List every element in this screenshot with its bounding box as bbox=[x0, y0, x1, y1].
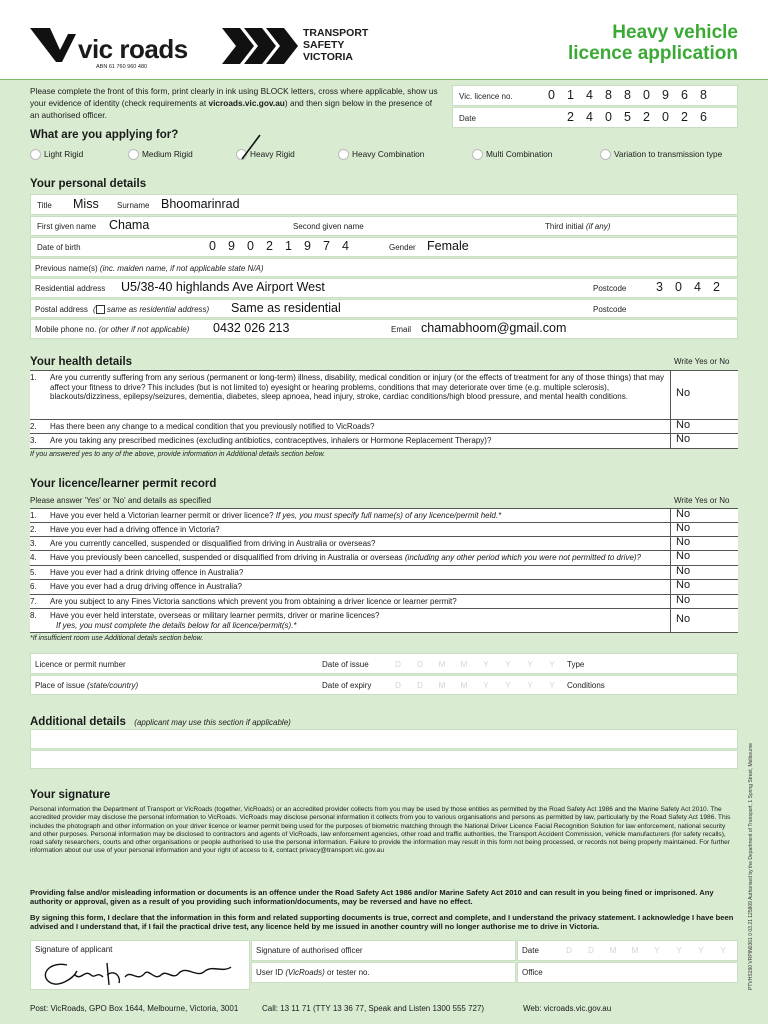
postcode-digit: 0 bbox=[675, 280, 682, 294]
postcode-digits[interactable] bbox=[650, 280, 726, 294]
footer-call: Call: 13 11 71 (TTY 13 36 77, Speak and Listen 1300 555 727) bbox=[262, 1004, 485, 1013]
date-placeholder-letter: Y bbox=[527, 681, 533, 690]
licence-record-table bbox=[30, 508, 738, 632]
question-text bbox=[50, 525, 672, 535]
postcode-digit: 4 bbox=[694, 280, 701, 294]
date-placeholder-letter: Y bbox=[505, 681, 511, 690]
dob-digit: 9 bbox=[228, 239, 235, 253]
mobile-text: Mobile phone no. bbox=[35, 325, 97, 334]
userid-box[interactable] bbox=[251, 962, 516, 983]
surname-label: Surname bbox=[117, 201, 150, 210]
date-placeholder-letter: M bbox=[631, 946, 639, 955]
mobile-value[interactable]: 0432 026 213 bbox=[213, 321, 290, 335]
applicant-signature-box[interactable] bbox=[30, 940, 250, 990]
question-answer[interactable]: No bbox=[676, 508, 691, 520]
question-number: 3. bbox=[30, 539, 37, 548]
dob-digit: 4 bbox=[342, 239, 349, 253]
date-placeholder-letter: Y bbox=[549, 681, 555, 690]
licence-col-header: Write Yes or No bbox=[674, 496, 730, 505]
date-placeholder-letter: Y bbox=[483, 660, 489, 669]
previous-names-text: Previous name(s) bbox=[35, 264, 98, 273]
sign-date-label: Date bbox=[522, 946, 539, 955]
first-name-value[interactable]: Chama bbox=[109, 218, 150, 232]
officer-signature-box[interactable] bbox=[251, 940, 516, 961]
second-name-label: Second given name bbox=[293, 222, 364, 231]
question-answer[interactable]: No bbox=[676, 536, 691, 548]
date-digit: 2 bbox=[681, 110, 688, 124]
cross-mark-icon bbox=[240, 133, 262, 161]
question-main: Have you previously been cancelled, suspended or disqualified from driving in Australia or overseas bbox=[50, 553, 403, 562]
applicant-signature-label: Signature of applicant bbox=[35, 945, 113, 954]
question-text bbox=[50, 511, 672, 521]
question-text bbox=[50, 582, 672, 592]
question-text bbox=[50, 539, 672, 549]
health-q3-num: 3. bbox=[30, 436, 37, 445]
tsv-line-1: TRANSPORT bbox=[303, 27, 369, 39]
form-title bbox=[568, 22, 738, 64]
radio-icon bbox=[30, 149, 41, 160]
vicroads-wordmark: vic roads bbox=[78, 34, 188, 64]
same-as-checkbox[interactable] bbox=[96, 305, 105, 314]
surname-value[interactable]: Bhoomarinrad bbox=[161, 197, 240, 211]
additional-hint: (applicant may use this section if applicable) bbox=[134, 718, 291, 727]
dob-digit: 1 bbox=[285, 239, 292, 253]
dob-label: Date of birth bbox=[37, 243, 81, 252]
header bbox=[0, 0, 768, 80]
licence-digits bbox=[542, 88, 713, 102]
mobile-label bbox=[35, 325, 189, 334]
first-name-label: First given name bbox=[37, 222, 97, 231]
licence-question-row bbox=[30, 608, 738, 632]
health-q1-num: 1. bbox=[30, 373, 37, 382]
licence-question-row bbox=[30, 579, 738, 594]
conditions-label: Conditions bbox=[567, 681, 605, 690]
tsv-wordmark bbox=[303, 27, 368, 63]
health-q1: Are you currently suffering from any serious (permanent or long-term) illness, disability, medical condition or injury (or the effects of treatment for any of those things) that may affect your fitness to drive? This includes (but is not limited to) eyesight or hearing problems, conditions that may deteriorate over time (e.g. multiple sclerosis), blackouts/dizziness, epilepsy/seizures, dementia, diabetes, sleep apnoea, head injury, stroke, cardiac conditions/high blood pressure, and mental health conditions. bbox=[50, 373, 665, 401]
option-label: Multi Combination bbox=[486, 149, 553, 159]
licence-question-row bbox=[30, 565, 738, 579]
expiry-date-boxes[interactable] bbox=[387, 681, 563, 690]
date-placeholder-letter: Y bbox=[527, 660, 533, 669]
licence-number-field[interactable] bbox=[452, 85, 738, 106]
date-placeholder-letter: D bbox=[417, 681, 423, 690]
licence-label: Vic. licence no. bbox=[459, 92, 513, 101]
date-of-expiry-label: Date of expiry bbox=[322, 681, 372, 690]
question-number: 4. bbox=[30, 553, 37, 562]
permit-number-row bbox=[30, 653, 738, 674]
question-answer[interactable]: No bbox=[676, 613, 691, 625]
tsv-line-2: SAFETY bbox=[303, 39, 345, 51]
additional-line-1[interactable] bbox=[30, 729, 738, 749]
question-main: Have you ever had a drug driving offence in Australia? bbox=[50, 582, 242, 591]
date-placeholder-letter: M bbox=[438, 660, 446, 669]
place-label bbox=[35, 681, 138, 690]
dob-digit: 0 bbox=[247, 239, 254, 253]
licence-question-row bbox=[30, 522, 738, 536]
place-hint: (state/country) bbox=[87, 681, 139, 690]
column-divider bbox=[670, 370, 671, 449]
warning-text: Providing false and/or misleading information or documents is an offence under the Road Safety Act 1986 and/or Marine Safety Act 2010 and can result in you being fined or imprisoned. Any authority or approval, given as a result of you providing such information/documents, may be reversed and have no effect. bbox=[30, 888, 714, 906]
sign-date-boxes[interactable] bbox=[558, 946, 734, 955]
applying-title: What are you applying for? bbox=[30, 129, 179, 141]
option-label: Light Rigid bbox=[44, 149, 84, 159]
email-value[interactable]: chamabhoom@gmail.com bbox=[421, 321, 567, 335]
mobile-hint: (or other if not applicable) bbox=[98, 325, 190, 334]
licence-record-subtitle: Please answer 'Yes' or 'No' and details as specified bbox=[30, 496, 212, 505]
question-main: Are you subject to any Fines Victoria sanctions which prevent you from obtaining a driver licence or learner permit? bbox=[50, 597, 457, 606]
abn-text: ABN 61 760 960 480 bbox=[96, 64, 148, 70]
place-text: Place of issue bbox=[35, 681, 85, 690]
divider bbox=[30, 448, 738, 449]
question-number: 8. bbox=[30, 611, 37, 620]
footer-web[interactable]: Web: vicroads.vic.gov.au bbox=[523, 1004, 612, 1013]
health-q3: Are you taking any prescribed medicines (excluding antibiotics, contraceptives, inhalers or Hormone Replacement Therapy)? bbox=[50, 436, 492, 445]
health-note: If you answered yes to any of the above, provide information in Additional details section below. bbox=[30, 451, 326, 458]
question-text bbox=[50, 568, 672, 578]
date-placeholder-letter: M bbox=[438, 681, 446, 690]
office-box[interactable] bbox=[517, 962, 738, 983]
postcode-digit: 2 bbox=[713, 280, 720, 294]
licence-digit: 8 bbox=[605, 88, 612, 102]
question-text bbox=[50, 611, 672, 630]
date-placeholder-letter: D bbox=[588, 946, 594, 955]
date-placeholder-letter: M bbox=[609, 946, 617, 955]
date-field[interactable] bbox=[452, 107, 738, 128]
health-a2[interactable]: No bbox=[676, 419, 691, 431]
option-multi-combination[interactable] bbox=[472, 149, 552, 160]
licence-digit: 8 bbox=[700, 88, 707, 102]
question-answer[interactable]: No bbox=[676, 565, 691, 577]
option-light-rigid[interactable] bbox=[30, 149, 83, 160]
signature-title: Your signature bbox=[30, 789, 111, 801]
intro-after: ) and then sign below in the presence of an authorised officer. bbox=[30, 98, 433, 120]
date-placeholder-letter: Y bbox=[549, 660, 555, 669]
privacy-statement: Personal information the Department of Transport or VicRoads (together, VicRoads) or an accredited provider collects from you may be used by those entities as permitted by the Road Safety Act 1986 and the Marine Safety Act 2010. The accredited provider may disclose the personal information to VicRoads. VicRoads may disclose personal information it collects from you to various organisations and persons as permitted by law, particularly by the Road Safety Act 1986. This includes the photograph and other information on your driver licence or learner permit being used for the purposes of biometric matching through the National Driver Licence Facial Recognition Solution for law enforcement, national security and other purposes. Personal information may be disclosed to contractors and agents of VicRoads, law enforcement agencies, other road and traffic authorities, the Transport Accident Commission, vehicle manufacturers (for safety recalls), road safety researchers, courts and other organisations or people authorised to use the personal information. Failure to provide the information may result in this form not being processed, or records not being properly maintained. For further information about our use of your personal information and your right of access to it, contact privacy@transport.vic.gov.au bbox=[30, 806, 731, 855]
form-title-line-1: Heavy vehicle bbox=[612, 22, 738, 43]
question-hint: If yes, you must complete the details below for all licence/permit(s).* bbox=[56, 620, 297, 630]
userid-tail: or tester no. bbox=[327, 968, 370, 977]
date-placeholder-letter: D bbox=[395, 681, 401, 690]
date-placeholder-letter: D bbox=[395, 660, 401, 669]
question-main: Have you ever had a drink driving offence in Australia? bbox=[50, 568, 244, 577]
option-heavy-combination[interactable] bbox=[338, 149, 424, 160]
date-label: Date bbox=[459, 114, 476, 123]
dob-digit: 0 bbox=[209, 239, 216, 253]
licence-digit: 1 bbox=[567, 88, 574, 102]
vicroads-logo-icon bbox=[28, 26, 78, 64]
dob-digit: 2 bbox=[266, 239, 273, 253]
licence-question-row bbox=[30, 508, 738, 522]
userid-hint: (VicRoads) bbox=[285, 968, 325, 977]
question-number: 7. bbox=[30, 597, 37, 606]
given-names-row bbox=[30, 216, 738, 236]
question-main: Have you ever held a Victorian learner permit or driver licence? bbox=[50, 511, 274, 520]
issue-date-boxes[interactable] bbox=[387, 660, 563, 669]
date-digit: 6 bbox=[700, 110, 707, 124]
date-digit: 0 bbox=[662, 110, 669, 124]
handwritten-signature-icon bbox=[37, 955, 237, 989]
question-answer[interactable]: No bbox=[676, 522, 691, 534]
question-hint: If yes, you must specify full name(s) of any licence/permit held.* bbox=[275, 511, 502, 520]
place-row bbox=[30, 675, 738, 695]
additional-title-line bbox=[30, 712, 291, 730]
office-label: Office bbox=[522, 968, 543, 977]
health-table bbox=[30, 370, 738, 449]
postcode-label: Postcode bbox=[593, 284, 627, 293]
date-digits bbox=[561, 110, 713, 124]
question-main: Are you currently cancelled, suspended or disqualified from driving in Australia or overseas? bbox=[50, 539, 376, 548]
option-medium-rigid[interactable] bbox=[128, 149, 193, 160]
question-number: 6. bbox=[30, 582, 37, 591]
question-number: 5. bbox=[30, 568, 37, 577]
licence-question-row bbox=[30, 594, 738, 608]
health-title: Your health details bbox=[30, 356, 133, 368]
previous-names-label bbox=[35, 264, 264, 273]
form-title-line-2: licence application bbox=[568, 43, 738, 64]
licence-digit: 0 bbox=[643, 88, 650, 102]
date-placeholder-letter: Y bbox=[676, 946, 682, 955]
intro-link[interactable]: vicroads.vic.gov.au bbox=[208, 98, 285, 108]
question-number: 1. bbox=[30, 511, 37, 520]
residential-row bbox=[30, 278, 738, 298]
intro-text bbox=[30, 85, 440, 121]
licence-digit: 8 bbox=[624, 88, 631, 102]
date-of-issue-label: Date of issue bbox=[322, 660, 369, 669]
third-initial-text: Third initial bbox=[545, 222, 584, 231]
userid-text: User ID bbox=[256, 968, 284, 977]
question-answer[interactable]: No bbox=[676, 594, 691, 606]
additional-title: Additional details bbox=[30, 716, 126, 728]
date-placeholder-letter: Y bbox=[505, 660, 511, 669]
date-digit: 5 bbox=[624, 110, 631, 124]
dob-digits[interactable] bbox=[203, 239, 355, 253]
date-placeholder-letter: D bbox=[417, 660, 423, 669]
divider bbox=[30, 419, 738, 420]
health-q2-num: 2. bbox=[30, 422, 37, 431]
tsv-chevron-icon bbox=[222, 28, 300, 64]
email-label: Email bbox=[391, 325, 412, 334]
residential-value[interactable]: U5/38-40 highlands Ave Airport West bbox=[121, 280, 325, 294]
question-main: Have you ever held interstate, overseas or military learner permits, driver or marine licences? bbox=[50, 611, 380, 620]
userid-label bbox=[256, 968, 370, 977]
question-hint: (including any other period which you were not permitted to drive)? bbox=[404, 553, 641, 562]
side-reference: PTVHS190 VRPIN0361 0 03.21 125809 Authorised by the Department of Transport, 1 Spring Street, Melbourne bbox=[748, 742, 754, 990]
licence-record-note: *If insufficient room use Additional details section below. bbox=[30, 635, 204, 642]
date-placeholder-letter: M bbox=[460, 660, 468, 669]
additional-line-2[interactable] bbox=[30, 750, 738, 769]
contact-row bbox=[30, 319, 738, 339]
title-surname-row bbox=[30, 194, 738, 215]
option-label: Medium Rigid bbox=[142, 149, 193, 159]
option-label: Heavy Rigid bbox=[250, 149, 295, 159]
licence-record-title: Your licence/learner permit record bbox=[30, 478, 217, 490]
licence-digit: 0 bbox=[548, 88, 555, 102]
licence-digit: 4 bbox=[586, 88, 593, 102]
question-number: 2. bbox=[30, 525, 37, 534]
licence-digit: 9 bbox=[662, 88, 669, 102]
previous-names-row[interactable] bbox=[30, 258, 738, 277]
radio-icon bbox=[600, 149, 611, 160]
option-variation[interactable] bbox=[600, 149, 722, 160]
date-placeholder-letter: Y bbox=[720, 946, 726, 955]
question-main: Have you ever had a driving offence in Victoria? bbox=[50, 525, 220, 534]
option-label: Variation to transmission type bbox=[614, 149, 723, 159]
radio-icon bbox=[338, 149, 349, 160]
radio-icon bbox=[128, 149, 139, 160]
postcode2-label: Postcode bbox=[593, 305, 627, 314]
health-col-header: Write Yes or No bbox=[674, 357, 730, 366]
question-text bbox=[50, 597, 672, 607]
postal-row bbox=[30, 299, 738, 318]
postal-label: Postal address bbox=[35, 305, 88, 314]
date-digit: 4 bbox=[586, 110, 593, 124]
postal-value[interactable]: Same as residential bbox=[231, 301, 341, 315]
officer-signature-label: Signature of authorised officer bbox=[256, 946, 363, 955]
footer-post: Post: VicRoads, GPO Box 1644, Melbourne, Victoria, 3001 bbox=[30, 1004, 239, 1013]
personal-title: Your personal details bbox=[30, 178, 147, 190]
licence-digit: 6 bbox=[681, 88, 688, 102]
date-digit: 0 bbox=[605, 110, 612, 124]
date-placeholder-letter: D bbox=[566, 946, 572, 955]
date-digit: 2 bbox=[643, 110, 650, 124]
third-initial-hint: (if any) bbox=[585, 222, 611, 231]
tsv-line-3: VICTORIA bbox=[303, 51, 353, 63]
divider bbox=[30, 370, 738, 371]
dob-digit: 9 bbox=[304, 239, 311, 253]
dob-gender-row bbox=[30, 237, 738, 257]
health-a3[interactable]: No bbox=[676, 433, 691, 445]
intro-before: Please complete the front of this form, print clearly in ink using BLOCK letters, cross where applicable, show us your evidence of identity (check requirements at bbox=[30, 86, 438, 108]
title-label: Title bbox=[37, 201, 52, 210]
date-placeholder-letter: Y bbox=[698, 946, 704, 955]
postal-hint: ( same as residential address) bbox=[93, 305, 210, 314]
type-label: Type bbox=[567, 660, 585, 669]
gender-value[interactable]: Female bbox=[427, 239, 469, 253]
date-digit: 2 bbox=[567, 110, 574, 124]
third-initial-label bbox=[545, 222, 610, 231]
postal-hint-text: same as residential address) bbox=[106, 305, 210, 314]
permit-number-label: Licence or permit number bbox=[35, 660, 126, 669]
health-q2: Has there been any change to a medical condition that you previously notified to VicRoads? bbox=[50, 422, 375, 431]
licence-question-row bbox=[30, 550, 738, 565]
date-placeholder-letter: M bbox=[460, 681, 468, 690]
postcode-digit: 3 bbox=[656, 280, 663, 294]
divider bbox=[30, 632, 738, 633]
health-a1[interactable]: No bbox=[676, 387, 691, 399]
declaration-text: By signing this form, I declare that the information in this form and related supporting documents is true, correct and complete, and I understand the privacy statement. I acknowledge I have been advised and I understand that, if I fail the practical drive test, any licence held by me issued in another country will no longer authorise me to drive in Victoria. bbox=[30, 913, 734, 931]
sign-date-box bbox=[517, 940, 738, 961]
date-placeholder-letter: Y bbox=[483, 681, 489, 690]
radio-icon bbox=[472, 149, 483, 160]
date-placeholder-letter: Y bbox=[654, 946, 660, 955]
question-text bbox=[50, 553, 672, 563]
divider bbox=[30, 433, 738, 434]
option-label: Heavy Combination bbox=[352, 149, 425, 159]
dob-digit: 7 bbox=[323, 239, 330, 253]
previous-names-hint: (inc. maiden name, if not applicable state N/A) bbox=[99, 264, 264, 273]
question-answer[interactable]: No bbox=[676, 550, 691, 562]
title-value[interactable]: Miss bbox=[73, 197, 99, 211]
licence-question-row bbox=[30, 536, 738, 550]
gender-label: Gender bbox=[389, 243, 416, 252]
residential-label: Residential address bbox=[35, 284, 106, 293]
question-answer[interactable]: No bbox=[676, 579, 691, 591]
